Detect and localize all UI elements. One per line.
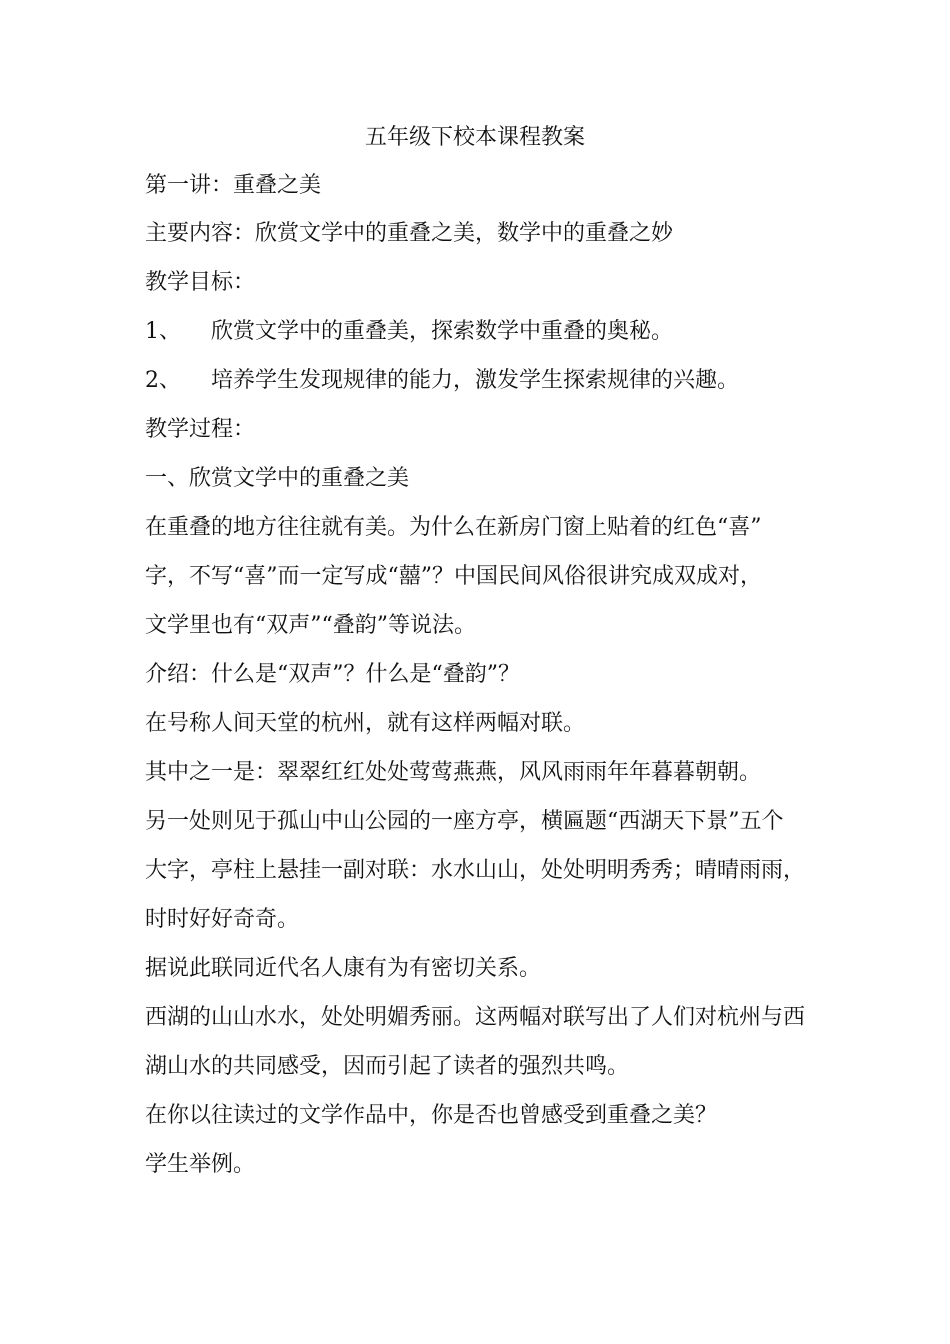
goal-item	[145, 314, 815, 350]
goal-item	[145, 363, 815, 399]
hangzhou-line: 在号称人间天堂的杭州，就有这样两幅对联。	[145, 711, 586, 736]
goal-text: 培养学生发现规律的能力，激发学生探索规律的兴趣。	[211, 368, 740, 393]
paragraph-line: 西湖的山山水水，处处明媚秀丽。这两幅对联写出了人们对杭州与西	[145, 1005, 806, 1030]
intro-line: 介绍：什么是“双声”？什么是“叠韵”？	[145, 662, 520, 687]
goal-number: 1、	[145, 319, 181, 344]
paragraph-line: 字，不写“喜”而一定写成“囍”？中国民间风俗很讲究成双成对，	[145, 564, 762, 589]
kang-line: 据说此联同近代名人康有为有密切关系。	[145, 956, 542, 981]
section-heading: 一、欣赏文学中的重叠之美	[145, 466, 410, 491]
couplet-one-line: 其中之一是：翠翠红红处处莺莺燕燕，风风雨雨年年暮暮朝朝。	[145, 760, 762, 785]
question-line: 在你以往读过的文学作品中，你是否也曾感受到重叠之美？	[145, 1103, 718, 1128]
paragraph-line: 在重叠的地方往往就有美。为什么在新房门窗上贴着的红色“喜”	[145, 515, 762, 540]
main-content-line: 主要内容：欣赏文学中的重叠之美，数学中的重叠之妙	[145, 221, 674, 246]
paragraph-line: 湖山水的共同感受，因而引起了读者的强烈共鸣。	[145, 1054, 630, 1079]
paragraph-line: 时时好好奇奇。	[145, 907, 300, 932]
lecture-heading: 第一讲：重叠之美	[145, 173, 322, 198]
examples-line: 学生举例。	[145, 1152, 256, 1177]
document-title: 五年级下校本课程教案	[364, 125, 585, 150]
paragraph-line: 另一处则见于孤山中山公园的一座方亭，横匾题“西湖天下景”五个	[145, 809, 784, 834]
paragraph-line: 文学里也有“双声”“叠韵”等说法。	[145, 613, 476, 638]
goal-text: 欣赏文学中的重叠美，探索数学中重叠的奥秘。	[211, 319, 674, 344]
goals-heading: 教学目标：	[145, 270, 256, 295]
paragraph-line: 大字，亭柱上悬挂一副对联：水水山山，处处明明秀秀；晴晴雨雨，	[145, 858, 806, 883]
process-heading: 教学过程：	[145, 417, 256, 442]
goal-number: 2、	[145, 368, 181, 393]
